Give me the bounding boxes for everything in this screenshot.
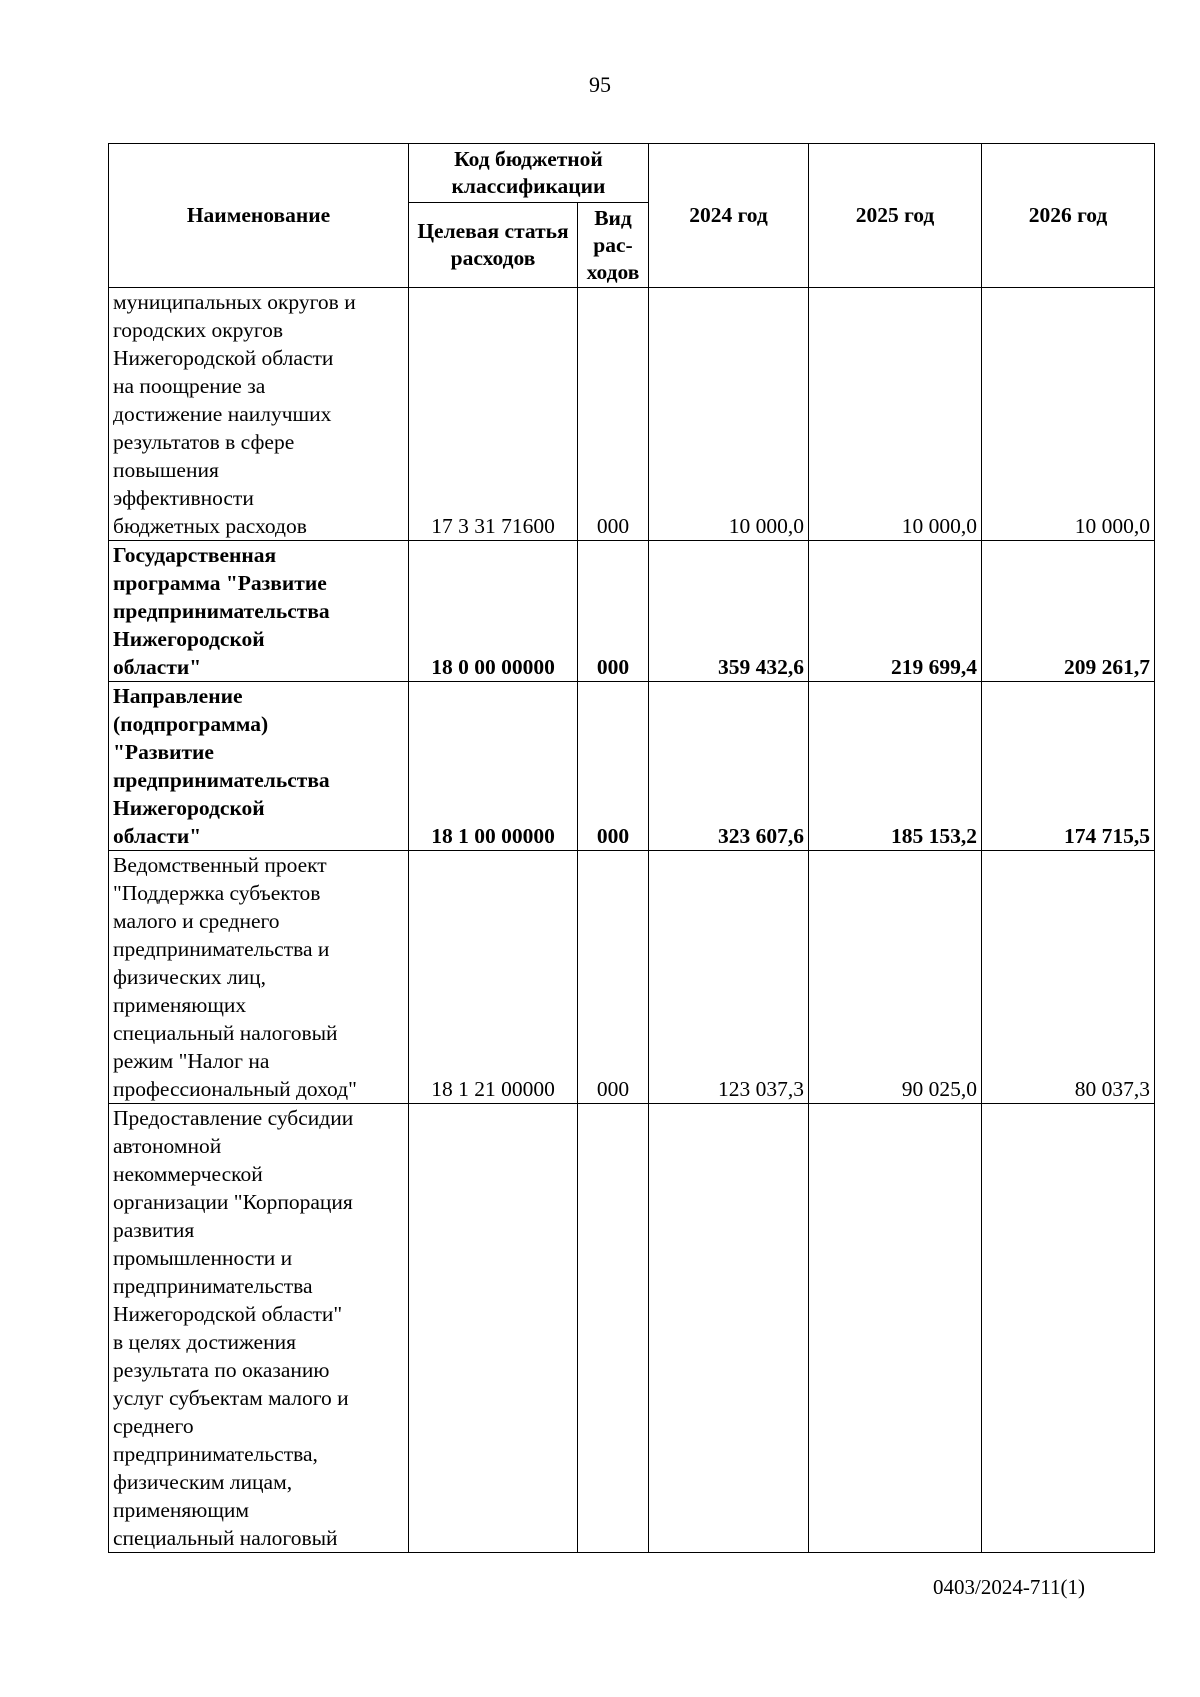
row-name: Ведомственный проект "Поддержка субъектов малого и среднего предпринимательства и физических лиц, применяющих специальный налоговый режим "Налог на профессиональный доход" (109, 851, 409, 1104)
table-row (109, 851, 1155, 1104)
row-value-2024 (649, 1104, 809, 1553)
row-expense-type: 000 (578, 851, 649, 1104)
row-value-2025: 219 699,4 (809, 541, 982, 682)
row-value-2025: 185 153,2 (809, 682, 982, 851)
header-2025: 2025 год (809, 144, 982, 288)
row-value-2024: 10 000,0 (649, 288, 809, 541)
row-target-article: 18 0 00 00000 (409, 541, 578, 682)
table-row (109, 541, 1155, 682)
header-expense-type: Вид рас-ходов (578, 203, 649, 288)
header-2026: 2026 год (982, 144, 1155, 288)
document-code: 0403/2024-711(1) (933, 1575, 1086, 1599)
row-expense-type: 000 (578, 682, 649, 851)
row-target-article: 18 1 21 00000 (409, 851, 578, 1104)
row-value-2026: 80 037,3 (982, 851, 1155, 1104)
row-value-2026: 10 000,0 (982, 288, 1155, 541)
row-expense-type: 000 (578, 541, 649, 682)
row-name: Предоставление субсидии автономной некоммерческой организации "Корпорация развития промышленности и предпринимательства Нижегородской области" в целях достижения результата по оказанию услуг субъектам малого и среднего предпринимательства, физическим лицам, применяющим специальный налоговый (109, 1104, 409, 1553)
header-2024: 2024 год (649, 144, 809, 288)
table-row (109, 1104, 1155, 1553)
row-value-2024: 359 432,6 (649, 541, 809, 682)
row-name: Направление (подпрограмма) "Развитие предпринимательства Нижегородской области" (109, 682, 409, 851)
row-value-2025: 10 000,0 (809, 288, 982, 541)
row-value-2026: 209 261,7 (982, 541, 1155, 682)
budget-table (108, 143, 1155, 1553)
header-code-group: Код бюджетной классификации (409, 144, 649, 203)
row-value-2025 (809, 1104, 982, 1553)
row-target-article: 17 3 31 71600 (409, 288, 578, 541)
row-name: муниципальных округов и городских округов Нижегородской области на поощрение за достижение наилучших результатов в сфере повышения эффективности бюджетных расходов (109, 288, 409, 541)
row-expense-type (578, 1104, 649, 1553)
table-row (109, 288, 1155, 541)
row-name: Государственная программа "Развитие предпринимательства Нижегородской области" (109, 541, 409, 682)
row-expense-type: 000 (578, 288, 649, 541)
row-target-article: 18 1 00 00000 (409, 682, 578, 851)
row-value-2026: 174 715,5 (982, 682, 1155, 851)
row-value-2024: 323 607,6 (649, 682, 809, 851)
row-value-2025: 90 025,0 (809, 851, 982, 1104)
header-name: Наименование (109, 144, 409, 288)
row-value-2024: 123 037,3 (649, 851, 809, 1104)
row-value-2026 (982, 1104, 1155, 1553)
page-number: 95 (589, 72, 611, 97)
row-target-article (409, 1104, 578, 1553)
table-row (109, 682, 1155, 851)
header-target-article: Целевая статья расходов (409, 203, 578, 288)
